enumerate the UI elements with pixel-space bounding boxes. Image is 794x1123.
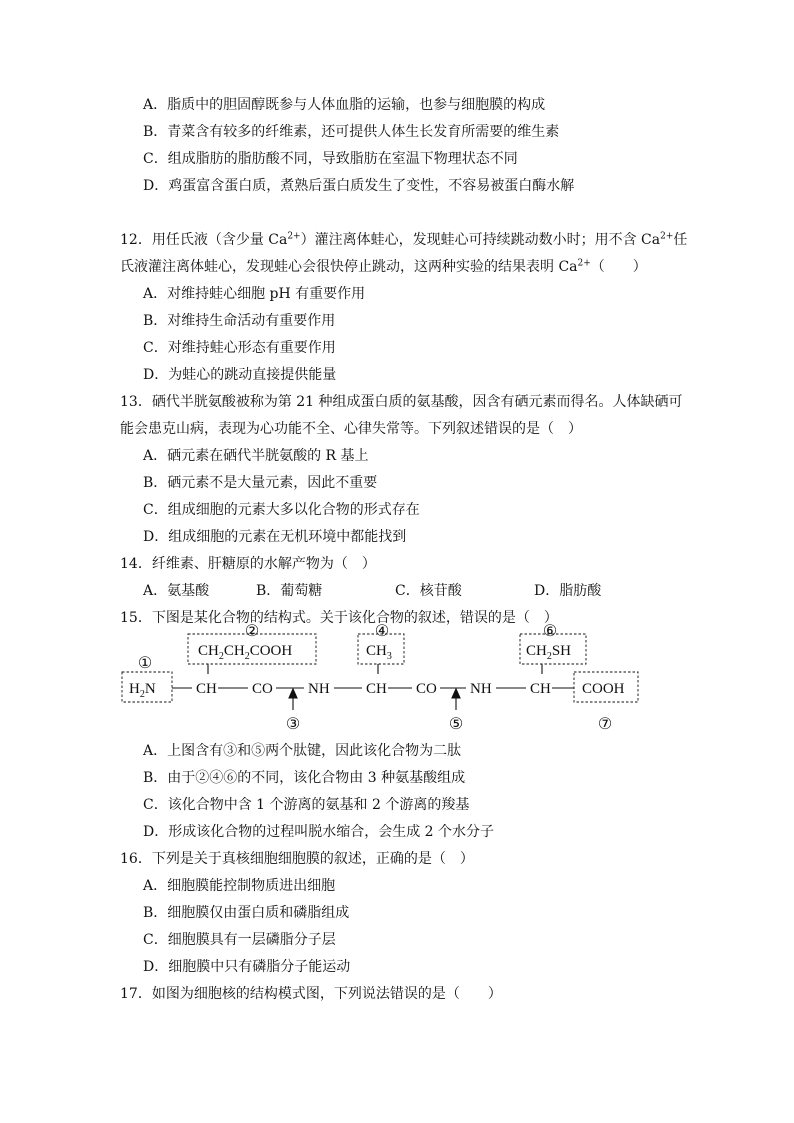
q11-option-b: B．青菜含有较多的纤维素，还可提供人体生长发育所需要的维生素 — [143, 124, 560, 140]
amino-group: $H_2N$ — [129, 681, 156, 700]
q11-option-c: C．组成脂肪的脂肪酸不同，导致脂肪在室温下物理状态不同 — [143, 151, 518, 167]
q13-option-a: A．硒元素在硒代半胱氨酸的 R 基上 — [143, 448, 369, 464]
mark-7: ⑦ — [597, 716, 613, 733]
q13-option-c: C．组成细胞的元素大多以化合物的形式存在 — [143, 502, 420, 518]
q17-stem: 17．如图为细胞核的结构模式图，下列说法错误的是（ ） — [120, 986, 502, 1002]
q16-option-a: A．细胞膜能控制物质进出细胞 — [143, 878, 336, 894]
q14-option-a: A．氨基酸 — [143, 583, 210, 599]
q16-stem: 16．下列是关于真核细胞细胞膜的叙述，正确的是（ ） — [120, 851, 474, 867]
q13-stem-line2: 能会患克山病，表现为心功能不全、心律失常等。下列叙述错误的是（ ） — [120, 421, 582, 437]
q14-option-c: C．核苷酸 — [395, 583, 462, 599]
q15-option-d: D．形成该化合物的过程叫脱水缩合，会生成 2 个水分子 — [143, 824, 495, 840]
imino-2: NH — [470, 681, 492, 697]
q12-stem-line2: 氏液灌注离体蛙心，发现蛙心会很快停止跳动，这两种实验的结果表明 $Ca^{2+}$（ ） — [120, 258, 647, 275]
q14-option-d: D．脂肪酸 — [534, 583, 602, 599]
mark-1: ① — [137, 655, 153, 672]
q13-stem-line1: 13．硒代半胱氨酸被称为第 21 种组成蛋白质的氨基酸，因含有硒元素而得名。人体缺硒可 — [120, 394, 683, 410]
mark-5: ⑤ — [448, 716, 464, 733]
mark-3: ③ — [285, 716, 301, 733]
mark-2: ② — [244, 623, 260, 640]
q11-option-d: D．鸡蛋富含蛋白质，煮熟后蛋白质发生了变性，不容易被蛋白酶水解 — [143, 178, 575, 194]
q15-option-a: A．上图含有③和⑤两个肽键，因此该化合物为二肽 — [143, 743, 462, 759]
q13-option-d: D．组成细胞的元素在无机环境中都能找到 — [143, 529, 407, 545]
q16-option-d: D．细胞膜中只有磷脂分子能运动 — [143, 959, 351, 975]
carbonyl-1: CO — [252, 681, 273, 697]
q15-option-b: B．由于②④⑥的不同，该化合物由 3 种氨基酸组成 — [143, 770, 466, 786]
q16-option-c: C．细胞膜具有一层磷脂分子层 — [143, 932, 336, 948]
q16-option-b: B．细胞膜仅由蛋白质和磷脂组成 — [143, 905, 350, 921]
arrow-up-icon — [289, 689, 297, 698]
q15-option-c: C．该化合物中含 1 个游离的氨基和 2 个游离的羧基 — [143, 797, 470, 813]
q12-option-b: B．对维持生命活动有重要作用 — [143, 313, 336, 329]
q13-option-b: B．硒元素不是大量元素，因此不重要 — [143, 475, 378, 491]
alpha-carbon-1: CH — [196, 681, 217, 697]
arrow-up-icon — [452, 689, 460, 698]
mark-6: ⑥ — [542, 623, 558, 640]
q14-option-b: B．葡萄糖 — [256, 583, 323, 599]
alpha-carbon-2: CH — [366, 681, 387, 697]
carbonyl-2: CO — [416, 681, 437, 697]
q15-stem: 15．下图是某化合物的结构式。关于该化合物的叙述，错误的是（ ） — [120, 610, 558, 626]
q11-option-a: A．脂质中的胆固醇既参与人体血脂的运输，也参与细胞膜的构成 — [143, 97, 546, 113]
r-group-3: $CH_2SH$ — [526, 643, 572, 662]
alpha-carbon-3: CH — [530, 681, 551, 697]
imino-1: NH — [308, 681, 330, 697]
mark-4: ④ — [374, 623, 390, 640]
q12-option-d: D．为蛙心的跳动直接提供能量 — [143, 367, 337, 383]
q12-option-c: C．对维持蛙心形态有重要作用 — [143, 340, 336, 356]
peptide-structure-diagram — [118, 612, 648, 736]
q14-stem: 14．纤维素、肝糖原的水解产物为（ ） — [120, 556, 376, 572]
carboxyl-group: COOH — [582, 681, 625, 697]
q12-option-a: A．对维持蛙心细胞 pH 有重要作用 — [143, 286, 366, 302]
r-group-2: $CH_3$ — [366, 643, 392, 662]
r-group-1: $CH_2CH_2COOH$ — [198, 643, 293, 662]
q12-stem-line1: 12．用任氏液（含少量 $Ca^{2+}$）灌注离体蛙心，发现蛙心可持续跳动数小时；用不含 $Ca^{2+}$任 — [120, 231, 688, 248]
